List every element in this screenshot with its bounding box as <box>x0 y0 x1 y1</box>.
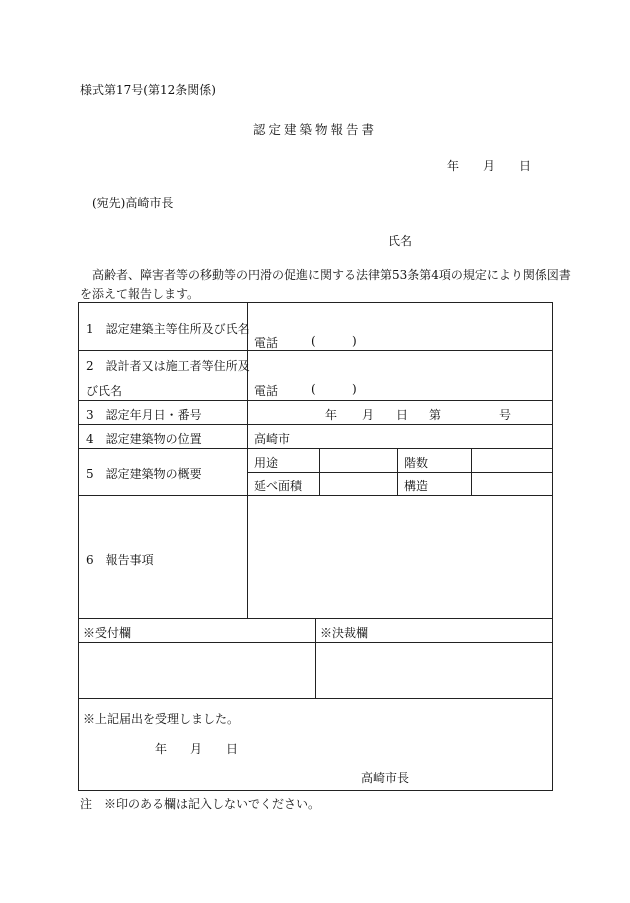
row-divider <box>79 400 552 401</box>
row-divider <box>247 472 552 473</box>
row5-use-label: 用途 <box>254 456 279 470</box>
row-divider <box>79 698 552 699</box>
row4-location-value: 高崎市 <box>254 432 291 446</box>
mayor-signature: 高崎市長 <box>361 771 410 785</box>
footnote-text: ※印のある欄は記入しないでください。 <box>104 797 321 811</box>
form-number: 様式第17号(第12条関係) <box>80 83 216 97</box>
row1-paren-close: ) <box>352 334 357 348</box>
intro-text-line2: を添えて報告します。 <box>80 287 200 301</box>
decision-column-header: ※決裁欄 <box>320 626 369 640</box>
row3-go: 号 <box>499 408 512 422</box>
submission-date <box>447 157 555 174</box>
received-year: 年 <box>155 742 168 756</box>
row5-floor-area-label: 延べ面積 <box>254 479 303 493</box>
row4-label: 4 認定建築物の位置 <box>86 432 202 446</box>
row5-label: 5 認定建築物の概要 <box>86 467 202 481</box>
column-divider <box>397 448 398 495</box>
row1-phone-label: 電話 <box>254 336 279 350</box>
row1-paren-open: ( <box>311 334 316 348</box>
row3-dai: 第 <box>429 408 442 422</box>
date-year: 年 <box>447 159 460 173</box>
date-day: 日 <box>519 159 532 173</box>
column-divider <box>471 448 472 495</box>
column-divider <box>315 618 316 698</box>
column-divider <box>247 303 248 618</box>
row2-label-line2: び氏名 <box>86 384 123 398</box>
row3-month: 月 <box>362 408 375 422</box>
applicant-name-label: 氏名 <box>388 234 413 248</box>
date-month: 月 <box>483 159 496 173</box>
intro-text-line1: 高齢者、障害者等の移動等の円滑の促進に関する法律第53条第4項の規定により関係図書 <box>92 268 571 282</box>
footnote <box>80 795 332 812</box>
row-divider <box>79 350 552 351</box>
row-divider <box>79 495 552 496</box>
row6-label: 6 報告事項 <box>86 553 154 567</box>
row2-paren-open: ( <box>311 382 316 396</box>
row3-day: 日 <box>396 408 409 422</box>
row5-floors-label: 階数 <box>404 456 429 470</box>
received-month: 月 <box>190 742 203 756</box>
row2-label-line1: 2 設計者又は施工者等住所及 <box>86 359 250 373</box>
row-divider <box>79 424 552 425</box>
received-day: 日 <box>226 742 239 756</box>
column-divider <box>319 448 320 495</box>
row3-label: 3 認定年月日・番号 <box>86 408 202 422</box>
row2-paren-close: ) <box>352 382 357 396</box>
row5-structure-label: 構造 <box>404 479 429 493</box>
row-divider <box>79 448 552 449</box>
row3-year: 年 <box>325 408 338 422</box>
footnote-prefix: 注 <box>80 797 93 811</box>
row2-phone-label: 電話 <box>254 384 279 398</box>
received-statement: ※上記届出を受理しました。 <box>83 712 240 726</box>
report-table <box>78 302 553 791</box>
reception-column-header: ※受付欄 <box>83 626 132 640</box>
addressee: (宛先)高崎市長 <box>92 196 174 210</box>
document-title: 認定建築物報告書 <box>252 122 377 137</box>
row1-label: 1 認定建築主等住所及び氏名 <box>86 322 250 336</box>
